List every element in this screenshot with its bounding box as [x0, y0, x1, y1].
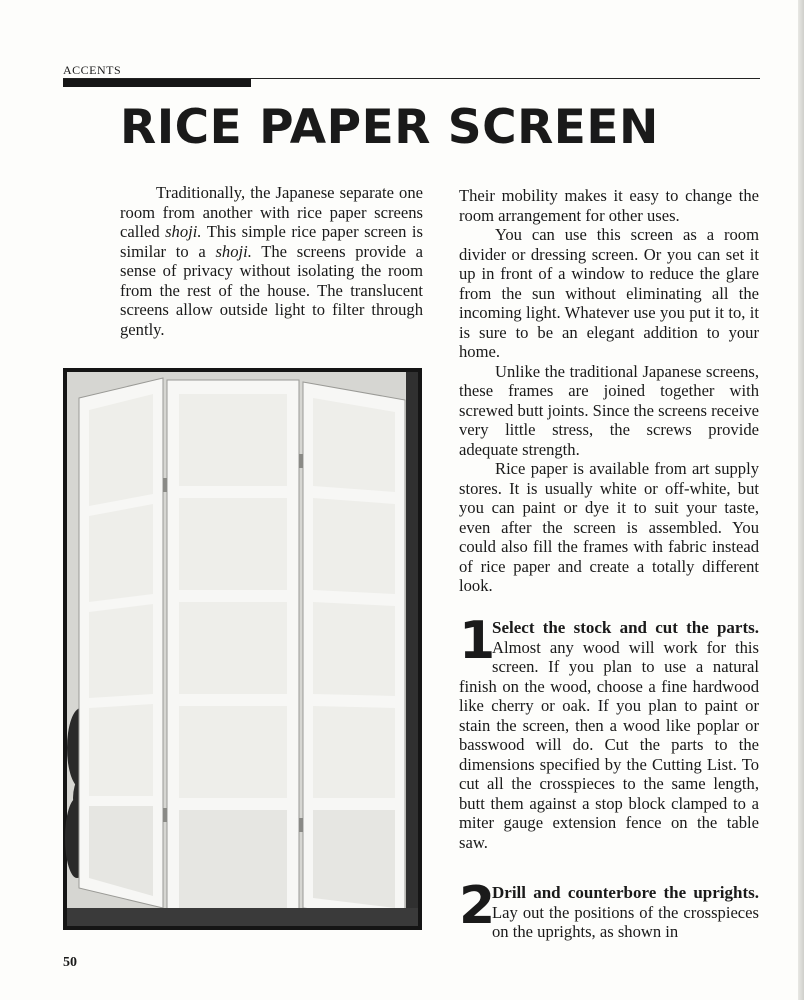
step-1-paragraph: [459, 611, 759, 852]
photo-rice-paper-screen: [63, 368, 422, 930]
step-2: [459, 876, 759, 942]
step-1: [459, 611, 759, 852]
section-tag: ACCENTS: [63, 63, 122, 77]
intro-text-3: The screens provide a sense of privacy without isolating the room from the rest of the house. The translucent screens allow outside light to filter through gently.: [120, 241, 423, 339]
step-2-heading: Drill and counterbore the uprights.: [492, 883, 759, 902]
intro-paragraph: [120, 183, 423, 339]
intro-column: [120, 183, 423, 339]
step-2-body: Lay out the positions of the crosspieces on the uprights, as shown in: [492, 902, 759, 941]
step-1-number: 1: [459, 611, 496, 671]
page-number: 50: [63, 955, 77, 970]
intro-text-2: This simple rice paper screen is similar to a: [120, 222, 423, 261]
step-1-body: Almost any wood will work for this screen. If you plan to use a natural finish on the wood, choose a fine hardwood like cherry or oak. If you plan to paint or stain the screen, then a wood like poplar or basswood will do. Cut the parts to the dimensions specified by the Cutting List. To cut all the crosspieces to the same length, butt them against a stop block clamped to a miter gauge extension fence on the table saw.: [459, 637, 759, 852]
page-edge: [798, 0, 804, 1000]
step-1-heading: Select the stock and cut the parts.: [492, 618, 759, 637]
page-title: RICE PAPER SCREEN: [120, 100, 659, 155]
body-paragraph-2: You can use this screen as a room divider or dressing screen. Or you can set it up in front of a window to reduce the glare from the sun without eliminating all the incoming light. Whatever use you put it to, it is sure to be an elegant addition to your home.: [459, 225, 759, 361]
body-paragraph-3: Unlike the traditional Japanese screens, these frames are joined together with screwed butt joints. Since the screens receive very little stress, the screws provide adequate strength.: [459, 361, 759, 459]
screen-photo-image: [63, 368, 422, 930]
intro-shoji-1: shoji.: [165, 222, 202, 241]
body-column-right: [459, 186, 759, 596]
step-2-paragraph: [459, 876, 759, 942]
intro-shoji-2: shoji.: [215, 241, 252, 261]
body-paragraph-4: Rice paper is available from art supply stores. It is usually white or off-white, but you can paint or dye it to suit your taste, even after the screen is assembled. You could also fill the frames with fabric instead of rice paper and create a totally different look.: [459, 459, 759, 595]
intro-text-1: Traditionally, the Japanese separate one room from another with rice paper screens called: [120, 183, 423, 241]
step-2-number: 2: [459, 876, 496, 936]
body-paragraph-1: Their mobility makes it easy to change the room arrangement for other uses.: [459, 186, 759, 225]
header-rule-accent: [63, 79, 251, 87]
